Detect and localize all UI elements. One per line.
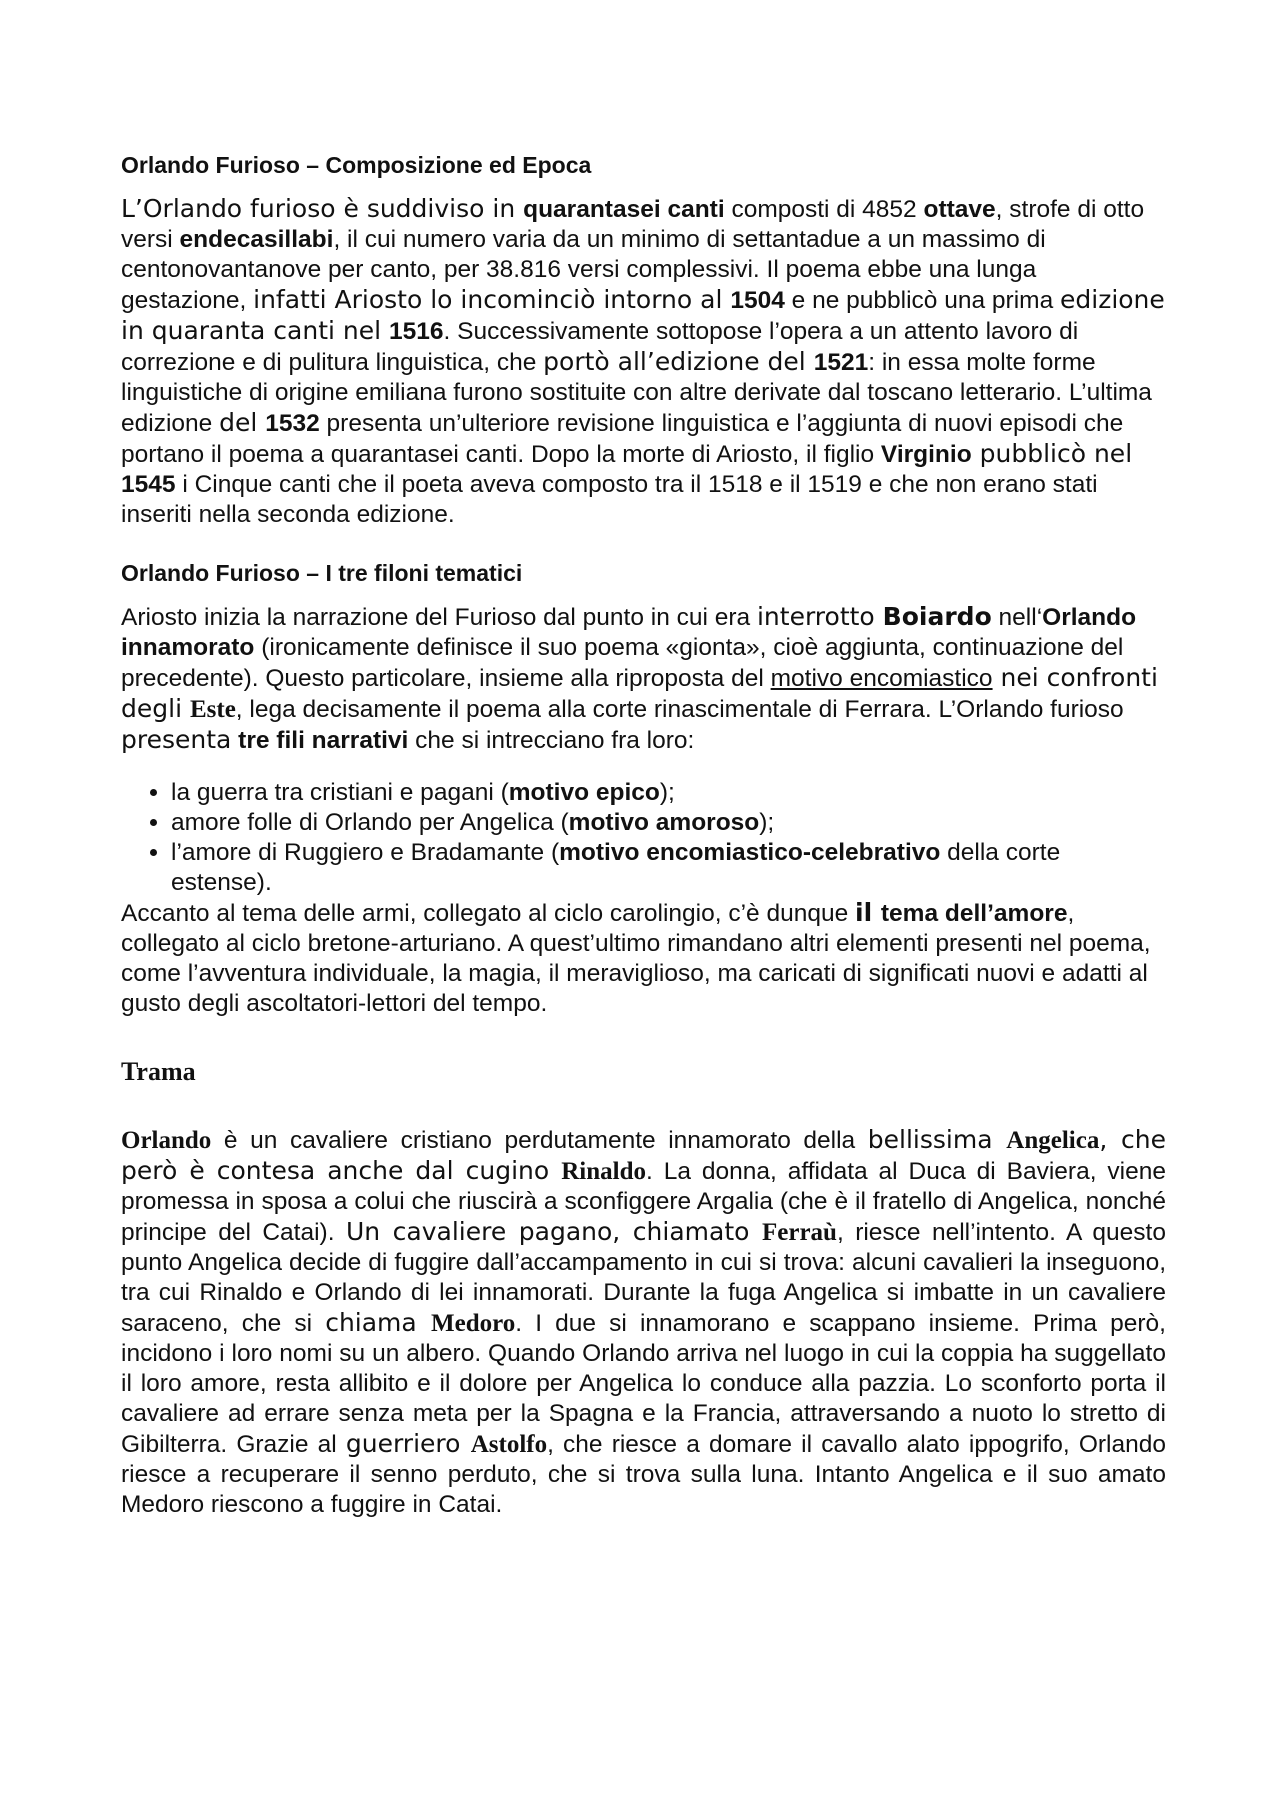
section-title-composizione: Orlando Furioso – Composizione ed Epoca [121, 152, 592, 178]
document-page [121, 148, 1166, 1520]
list-item: • l’amore di Ruggiero e Bradamante (motivo encomiastico-celebrativo della corte estense). [171, 838, 1166, 898]
list-item: • la guerra tra cristiani e pagani (motivo epico); [171, 778, 1166, 808]
underlined-phrase: motivo encomiastico [770, 665, 993, 692]
bullet-list-filoni [121, 778, 1166, 898]
list-item: • amore folle di Orlando per Angelica (motivo amoroso); [171, 808, 1166, 838]
paragraph-filoni: Ariosto inizia la narrazione del Furioso dal punto in cui era interrotto Boiardo nell‘Orlando innamorato (ironicamente definisce il suo poema «gionta», cioè aggiunta, continuazione del precedente). Questo particolare, insieme alla riproposta del motivo encomiastico nei confronti degli Este, lega decisamente il poema alla corte rinascimentale di Ferrara. L’Orlando furioso presenta tre fili narrativi che si intrecciano fra loro: [121, 602, 1158, 754]
section-title-filoni: Orlando Furioso – I tre filoni tematici [121, 560, 523, 586]
paragraph-trama: Orlando è un cavaliere cristiano perdutamente innamorato della bellissima Angelica, che però è contesa anche dal cugino Rinaldo. La donna, affidata al Duca di Baviera, viene promessa in sposa a colui che riuscirà a sconfiggere Argalia (che è il fratello di Angelica, nonché principe del Catai). Un cavaliere pagano, chiamato Ferraù, riesce nell’intento. A questo punto Angelica decide di fuggire dall’accampamento in cui si trova: alcuni cavalieri la inseguono, tra cui Rinaldo e Orlando di lei innamorati. Durante la fuga Angelica si imbatte in un cavaliere saraceno, che si chiama Medoro. I due si innamorano e scappano insieme. Prima però, incidono i loro nomi su un albero. Quando Orlando arriva nel luogo in cui la coppia ha suggellato il loro amore, resta allibito e il dolore per Angelica lo conduce alla pazzia. Lo sconforto porta il cavaliere ad errare senza meta per la Spagna e la Francia, attraversando a nuoto lo stretto di Gibilterra. Grazie al guerriero Astolfo, che riesce a domare il cavallo alato ippogrifo, Orlando riesce a recuperare il senno perduto, che si trova sulla luna. Intanto Angelica e il suo amato Medoro riescono a fuggire in Catai. [121, 1125, 1166, 1518]
paragraph-temi: Accanto al tema delle armi, collegato al ciclo carolingio, c’è dunque il tema dell’amore, collegato al ciclo bretone-arturiano. A quest’ultimo rimandano altri elementi presenti nel poema, come l’avventura individuale, la magia, il meraviglioso, ma caricati di significati nuovi e adatti al gusto degli ascoltatori-lettori del tempo. [121, 898, 1151, 1017]
paragraph-composizione: L’Orlando furioso è suddiviso in quarantasei canti composti di 4852 ottave, strofe di otto versi endecasillabi, il cui numero varia da un minimo di settantadue a un massimo di centonovantanove per canto, per 38.816 versi complessivi. Il poema ebbe una lunga gestazione, infatti Ariosto lo incominciò intorno al 1504 e ne pubblicò una prima edizione in quaranta canti nel 1516. Successivamente sottopose l’opera a un attento lavoro di correzione e di pulitura linguistica, che portò all’edizione del 1521: in essa molte forme linguistiche di origine emiliana furono sostituite con altre derivate dal toscano letterario. L’ultima edizione del 1532 presenta un’ulteriore revisione linguistica e l’aggiunta di nuovi episodi che portano il poema a quarantasei canti. Dopo la morte di Ariosto, il figlio Virginio pubblicò nel 1545 i Cinque canti che il poeta aveva composto tra il 1518 e il 1519 e che non erano stati inseriti nella seconda edizione. [121, 194, 1165, 528]
section-title-trama: Trama [121, 1057, 196, 1086]
